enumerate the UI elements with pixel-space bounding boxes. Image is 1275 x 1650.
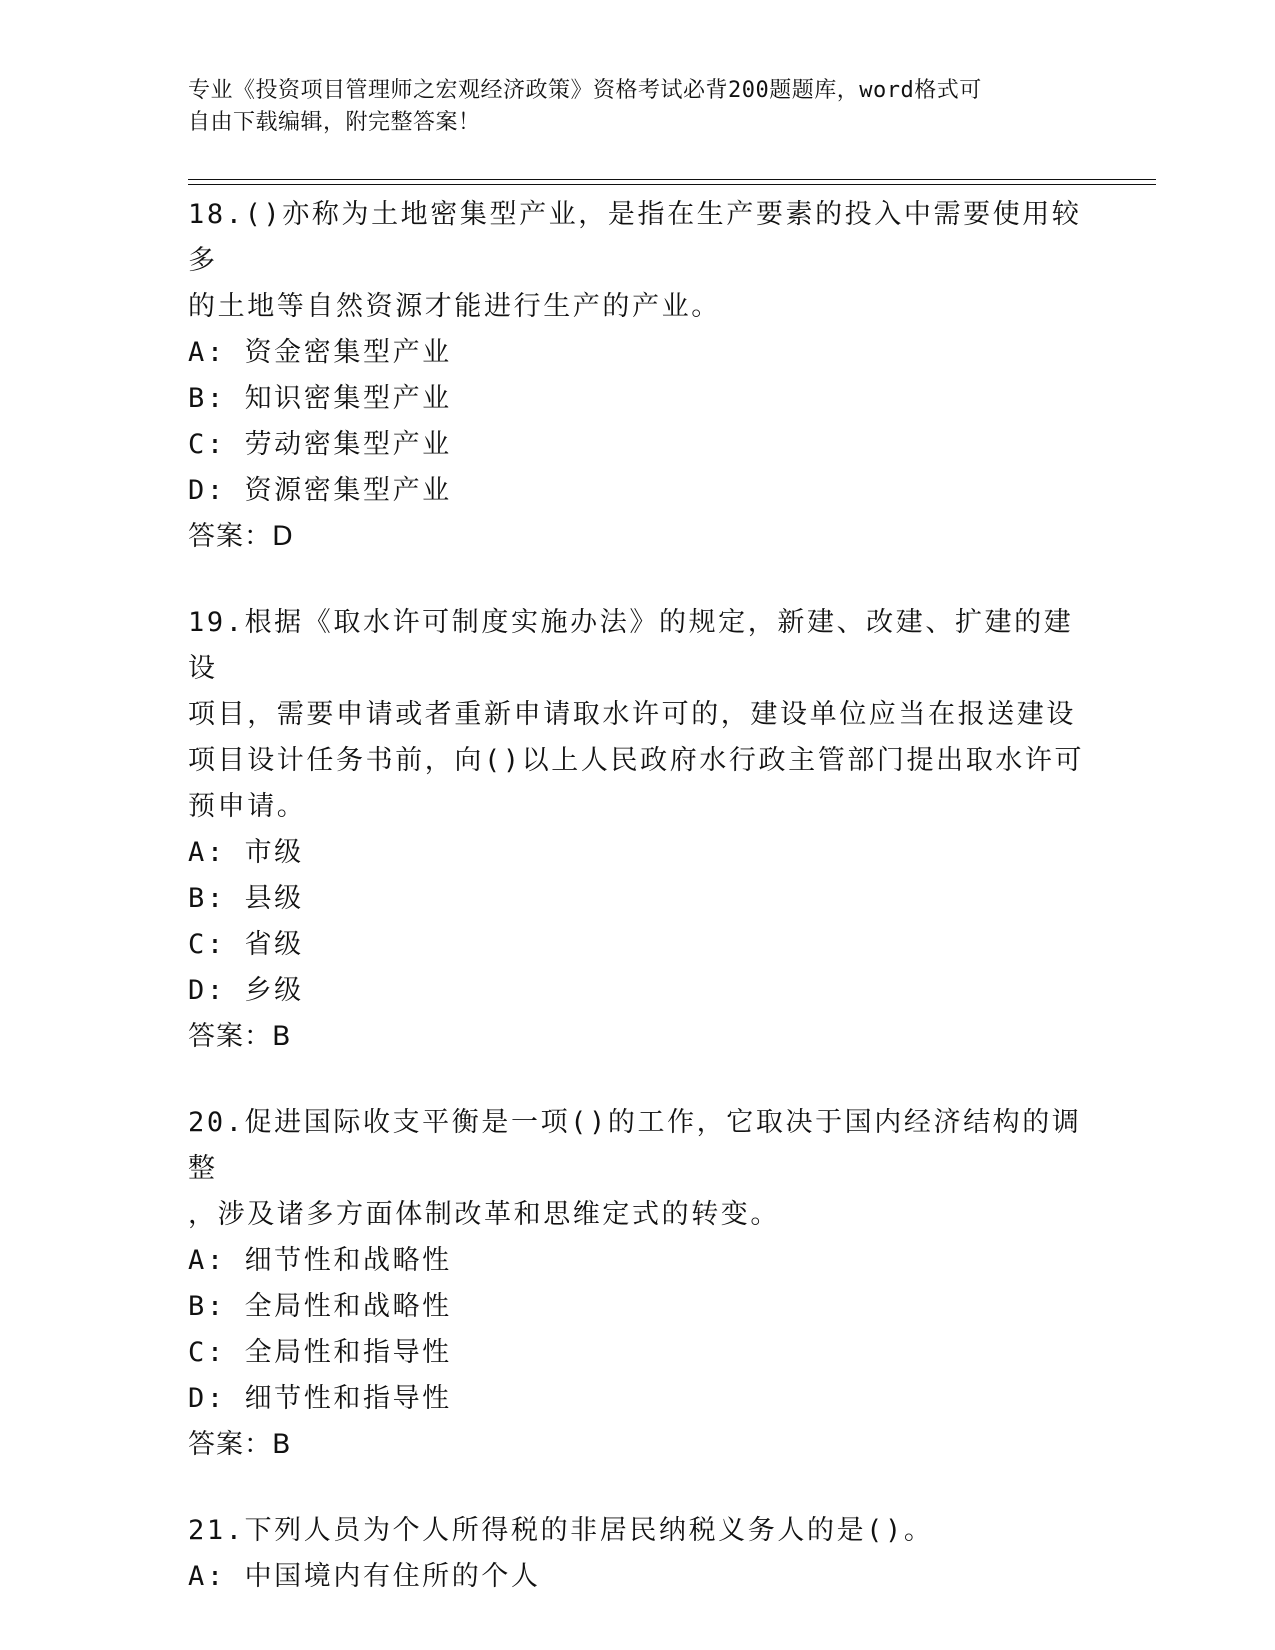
option-b: B: 全局性和战略性: [188, 1291, 452, 1322]
option-c: C: 省级: [188, 929, 304, 960]
answer-text: 答案：B: [188, 1021, 292, 1052]
header-divider-bottom: [188, 184, 1156, 185]
option-a: A: 中国境内有住所的个人: [188, 1561, 541, 1592]
option-a: A: 资金密集型产业: [188, 337, 452, 368]
option-d: D: 乡级: [188, 975, 304, 1006]
question-list: [188, 192, 1088, 1640]
option-b: B: 县级: [188, 883, 304, 914]
question-20: [188, 1100, 1088, 1468]
option-c: C: 全局性和指导性: [188, 1337, 452, 1368]
question-stem-line: 21.下列人员为个人所得税的非居民纳税义务人的是()。: [188, 1515, 934, 1546]
option-a: A: 市级: [188, 837, 304, 868]
option-c: C: 劳动密集型产业: [188, 429, 452, 460]
question-18: [188, 192, 1088, 560]
question-stem-line: ，涉及诸多方面体制改革和思维定式的转变。: [188, 1199, 780, 1230]
answer-text: 答案：B: [188, 1429, 292, 1460]
answer-text: 答案：D: [188, 521, 294, 552]
document-header: [188, 75, 1068, 139]
question-stem-line: 的土地等自然资源才能进行生产的产业。: [188, 291, 721, 322]
option-a: A: 细节性和战略性: [188, 1245, 452, 1276]
option-b: B: 知识密集型产业: [188, 383, 452, 414]
question-stem-line: 19.根据《取水许可制度实施办法》的规定，新建、改建、扩建的建设: [188, 607, 1074, 684]
question-stem-line: 预申请。: [188, 791, 307, 822]
question-19: [188, 600, 1088, 1060]
question-stem-line: 项目设计任务书前，向()以上人民政府水行政主管部门提出取水许可: [188, 745, 1085, 776]
question-stem-line: 项目，需要申请或者重新申请取水许可的，建设单位应当在报送建设: [188, 699, 1076, 730]
header-line-2: 自由下载编辑，附完整答案！: [188, 110, 481, 135]
option-d: D: 细节性和指导性: [188, 1383, 452, 1414]
question-21: [188, 1508, 1088, 1600]
question-stem-line: 20.促进国际收支平衡是一项()的工作，它取决于国内经济结构的调整: [188, 1107, 1082, 1184]
question-stem-line: 18.()亦称为土地密集型产业，是指在生产要素的投入中需要使用较多: [188, 199, 1082, 276]
option-d: D: 资源密集型产业: [188, 475, 452, 506]
header-line-1: 专业《投资项目管理师之宏观经济政策》资格考试必背200题题库，word格式可: [188, 78, 982, 103]
header-divider-top: [188, 179, 1156, 180]
